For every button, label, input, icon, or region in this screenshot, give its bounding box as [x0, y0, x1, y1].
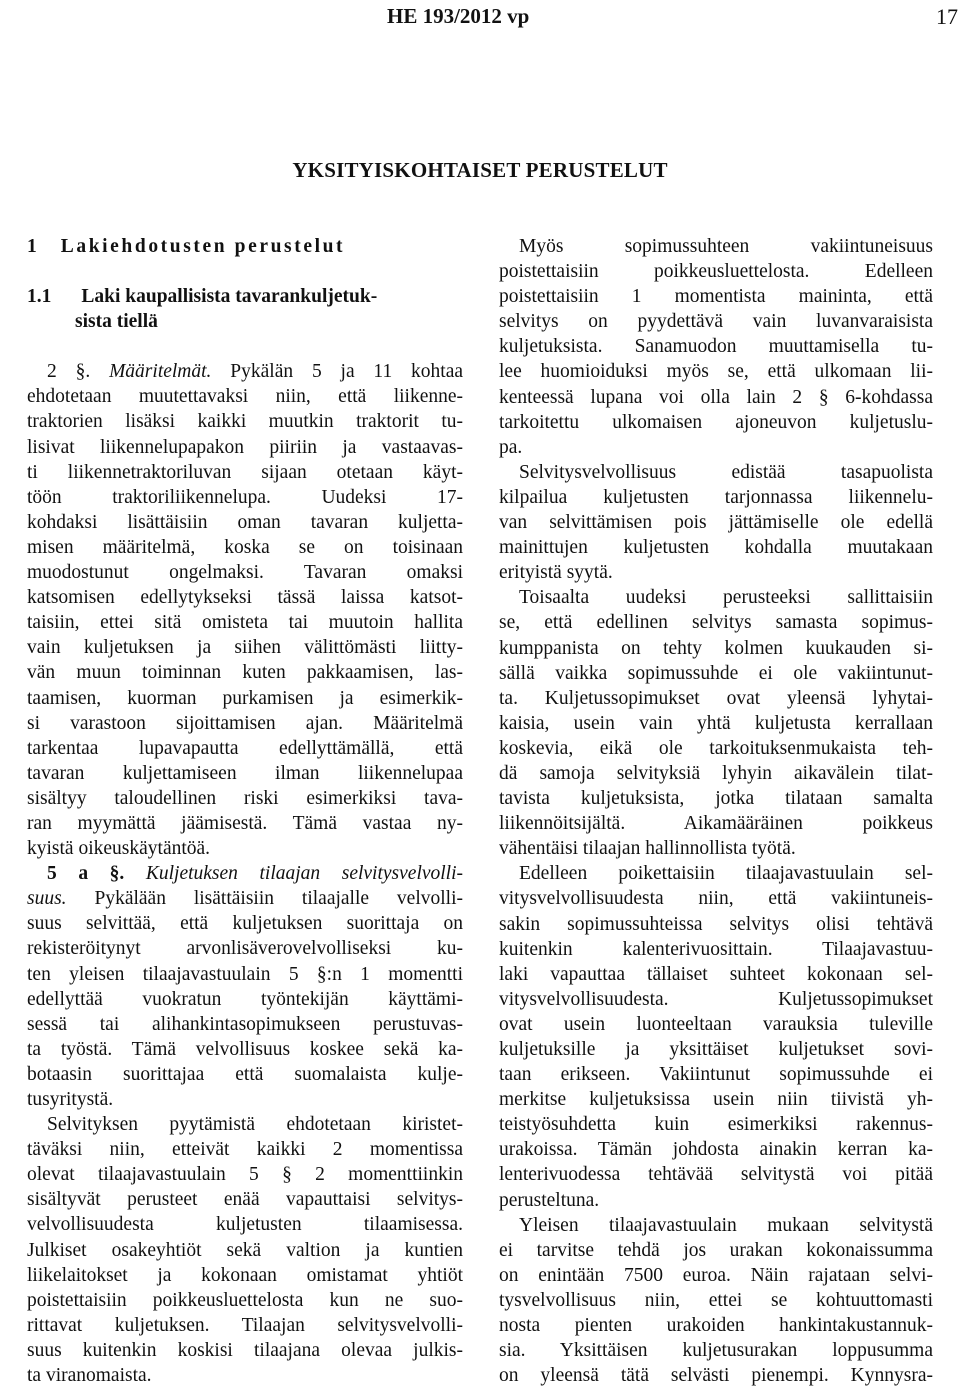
paragraph-line: liikennöitsijältä. Aikamääräinen poikkeus: [499, 813, 933, 835]
page-title: YKSITYISKOHTAISET PERUSTELUT: [292, 158, 668, 182]
paragraph-line: 5 a §. Kuljetuksen tilaajan selvitysvelvolli-: [47, 863, 464, 885]
paragraph-client-duty: [27, 861, 463, 1112]
paragraph-line: ei tarvitse tehdä jos urakan kokonaissumma: [499, 1239, 933, 1261]
paragraph-line: ta. Kuljetussopimukset ovat yleensä lyhytai-: [499, 687, 933, 709]
subsection-heading: 1.1 Laki kaupallisista tavarankuljetuk-: [27, 286, 378, 308]
paragraph-line: pa.: [499, 436, 523, 458]
paragraph-line: traktorien lisäksi kaikki muutkin traktorit tu-: [27, 411, 463, 433]
section-heading: 1 Lakiehdotusten perustelut: [27, 236, 346, 257]
paragraph-line: vän muun toiminnan kuten pakkaamisen, las-: [27, 662, 463, 684]
paragraph-line: lenterivuodessa tehtävää selvitystä voi pitää: [499, 1164, 933, 1186]
paragraph-line: muodostunut ongelmaksi. Tavaran omaksi: [27, 562, 463, 584]
paragraph-line: Toisaalta uudeksi perusteeksi sallittaisiin: [519, 587, 933, 609]
paragraph-line: sisältyvät perusteet enää vapauttaisi selvitys-: [27, 1189, 463, 1211]
paragraph-line: sällä vaikka sopimussuhde ei ole vakiintunut-: [499, 662, 933, 684]
left-column: [27, 234, 463, 1388]
paragraph-yearly-check: [499, 861, 933, 1212]
paragraph-line: tavista kuljetuksista, jotka tilataan samalta: [499, 788, 933, 810]
paragraph-line: se, että edellinen selvitys samasta sopimus-: [499, 612, 933, 634]
paragraph-line: rekisteröitynyt arvonlisäverovelvolliseksi ku-: [27, 938, 463, 960]
subsection-heading-cont: sista tiellä: [75, 311, 158, 333]
paragraph-line: lisivat liikennelupapakon piiriin ja vastaavas-: [27, 436, 463, 458]
paragraph-line: vitysvelvollisuudesta niin, että vakiintuneis-: [499, 888, 933, 910]
paragraph-line: tarkoitettu ulkomaisen ajoneuvon kuljetuslu-: [499, 411, 933, 433]
paragraph-line: botaasin suorittajaa että suomalaista kulje-: [27, 1063, 463, 1085]
document-id: HE 193/2012 vp: [387, 4, 530, 28]
paragraph-line: nosta pienten urakoiden hankintakustannuk-: [499, 1315, 933, 1337]
paragraph-exceptions: [499, 234, 933, 460]
paragraph-line: suus. Pykälään lisättäisiin tilaajalle velvolli-: [27, 888, 463, 910]
paragraph-line: edellyttää vuokratun työntekijän käyttämi-: [27, 988, 463, 1010]
paragraph-definitions: [27, 359, 463, 861]
paragraph-line: 2 §. Määritelmät. Pykälän 5 ja 11 kohtaa: [47, 361, 464, 383]
paragraph-line: Julkiset osakeyhtiöt sekä valtion ja kuntien: [27, 1239, 463, 1261]
paragraph-line: laki vapauttaa tällaiset suhteet kokonaan sel-: [499, 963, 933, 985]
paragraph-line: sessä tai alihankintasopimukseen perustuvas-: [27, 1013, 463, 1035]
paragraph-line: ran myymättä jäämisestä. Tämä vastaa ny-: [27, 812, 463, 834]
paragraph-line: kohdaksi lisättäisiin oman tavaran kuljetta-: [27, 511, 463, 533]
paragraph-line: van selvittämisen pois jättämiselle ole edellä: [499, 512, 933, 534]
paragraph-line: Edelleen poikettaisiin tilaajavastuulain sel-: [519, 863, 933, 885]
paragraph-line: Yleisen tilaajavastuulain mukaan selvitystä: [519, 1214, 933, 1236]
paragraph-line: urakoissa. Tämän johdosta ainakin kerran ka-: [499, 1139, 933, 1161]
paragraph-line: koskevia, eikä ole tarkoituksenmukaista teh-: [499, 737, 933, 759]
paragraph-line: taan erikseen. Vakiintunut sopimussuhde ei: [499, 1064, 933, 1086]
paragraph-line: ta viranomaista.: [27, 1365, 152, 1387]
paragraph-line: olevat tilaajavastuulain 5 § 2 momenttiinkin: [27, 1164, 463, 1186]
paragraph-line: kaisia, usein vain yhtä kuljetusta kerrallaan: [499, 712, 933, 734]
paragraph-line: erityistä syytä.: [499, 562, 613, 584]
paragraph-line: kenteessä lupana voi olla lain 2 § 6-kohdassa: [499, 386, 933, 408]
paragraph-line: täväksi niin, etteivät kaikki 2 momentissa: [27, 1139, 463, 1161]
paragraph-line: mainittujen kuljetusten kohdalla muutakaan: [499, 537, 933, 559]
paragraph-line: tysvelvollisuus niin, ettei se kohtuuttomasti: [499, 1289, 933, 1311]
paragraph-line: Selvitysvelvollisuus edistää tasapuolista: [519, 461, 933, 483]
paragraph-line: ten yleisen tilaajavastuulain 5 §:n 1 momentti: [27, 963, 463, 985]
paragraph-line: merkitse kuljetuksissa usein niin tiivistä yh-: [499, 1089, 933, 1111]
paragraph-line: misen määritelmä, koska se on toisinaan: [27, 536, 463, 558]
paragraph-line: vain kuljetuksen ja siihen välittömästi liitty-: [27, 637, 463, 659]
page-number: 17: [936, 4, 958, 29]
paragraph-line: kuitenkin kalenterivuosittain. Tilaajavastuu-: [499, 938, 933, 960]
paragraph-line: tusyritystä.: [27, 1089, 114, 1110]
paragraph-line: vitysvelvollisuudesta. Kuljetussopimukset: [499, 988, 933, 1010]
right-column: [499, 234, 933, 1388]
paragraph-line: liikelaitokset ja kokonaan omistamat yhtiöt: [27, 1264, 463, 1286]
paragraph-line: kuljetuksille ja yksittäiset kuljetukset sovi-: [499, 1039, 933, 1060]
paragraph-line: dä samoja selvityksiä lyhyin aikavälein tilat-: [499, 762, 933, 784]
line-group: [27, 384, 463, 861]
paragraph-line: tarkentaa lupavapautta edellyttämällä, että: [27, 737, 463, 759]
paragraph-line: poistettaisiin poikkeusluettelosta. Edelleen: [499, 261, 933, 283]
paragraph-threshold: [499, 1213, 933, 1389]
paragraph-line: töön traktoriliikennelupa. Uudeksi 17-: [27, 486, 463, 508]
paragraph-line: on yleensä tätä selvästi pienempi. Kynnysra-: [499, 1365, 933, 1387]
paragraph-line: sakin sopimussuhteissa selvitys olisi tehtävä: [499, 913, 933, 935]
paragraph-line: katsomisen edellytykseksi tässä laissa katsot-: [27, 587, 463, 609]
paragraph-line: taisiin, ettei sitä omisteta tai muutoin hallita: [27, 612, 463, 634]
paragraph-line: ovat usein luonteeltaan varauksia tuleville: [499, 1013, 933, 1035]
paragraph-line: sia. Yksittäisen kuljetusurakan loppusumma: [499, 1340, 933, 1362]
paragraph-line: poistettaisiin 1 momentista maininta, että: [499, 286, 933, 308]
paragraph-line: sisältyy taloudellinen riski esimerkiksi tava-: [27, 787, 463, 809]
line-group: [27, 911, 463, 1112]
paragraph-line: taamisen, kuorman purkamisen ja esimerkik-: [27, 687, 463, 709]
paragraph-line: lee huomioiduksi myös se, että ulkomaan lii-: [499, 361, 933, 383]
paragraph-line: kilpailua kuljetusten tarjonnassa liikennelu-: [499, 486, 933, 508]
paragraph-line: velvollisuudesta kuljetusten tilaamisessa.: [27, 1214, 463, 1236]
paragraph-line: Myös sopimussuhteen vakiintuneisuus: [519, 236, 933, 257]
paragraph-line: suus kuitenkin koskisi tilaajana olevaa julkis-: [27, 1339, 463, 1361]
paragraph-line: kumppanista on tehty kolmen kuukauden si-: [499, 637, 933, 659]
paragraph-new-basis: [499, 585, 933, 861]
paragraph-line: poistettaisiin poikkeusluettelosta kun ne suo-: [27, 1289, 463, 1311]
paragraph-line: kuljetuksista. Sanamuodon muuttamisella tu-: [499, 336, 933, 358]
paragraph-line: ta työstä. Tämä velvollisuus koskee sekä ka-: [27, 1038, 463, 1060]
paragraph-tightening: [27, 1112, 463, 1388]
paragraph-line: vähentäisi tilaajan hallinnollista työtä.: [499, 838, 796, 860]
paragraph-line: tavaran kuljettamiseen ilman liikennelupaa: [27, 762, 463, 784]
paragraph-line: rittavat kuljetuksen. Tilaajan selvitysvelvolli-: [27, 1314, 463, 1336]
paragraph-line: selvitys on pyydettävä vain luvanvaraisista: [499, 311, 933, 333]
paragraph-line: on enintään 7500 euroa. Näin rajataan selvi-: [499, 1264, 933, 1286]
paragraph-line: Selvityksen pyytämistä ehdotetaan kiristet-: [47, 1114, 463, 1136]
paragraph-line: teistyösuhdetta kuin esimerkiksi rakennus-: [499, 1114, 933, 1136]
paragraph-line: ehdotetaan muutettavaksi niin, että liikenne-: [27, 386, 463, 408]
paragraph-line: suus selvittää, että kuljetuksen suorittaja on: [27, 913, 463, 935]
paragraph-line: kyistä oikeuskäytäntöä.: [27, 838, 211, 860]
paragraph-line: ti liikennetraktoriluvan sijaan otetaan käyt-: [27, 461, 463, 483]
paragraph-competition: [499, 460, 933, 585]
paragraph-line: perusteltuna.: [499, 1189, 600, 1211]
paragraph-line: si varastoon sijoittamisen ajan. Määritelmä: [27, 712, 463, 734]
